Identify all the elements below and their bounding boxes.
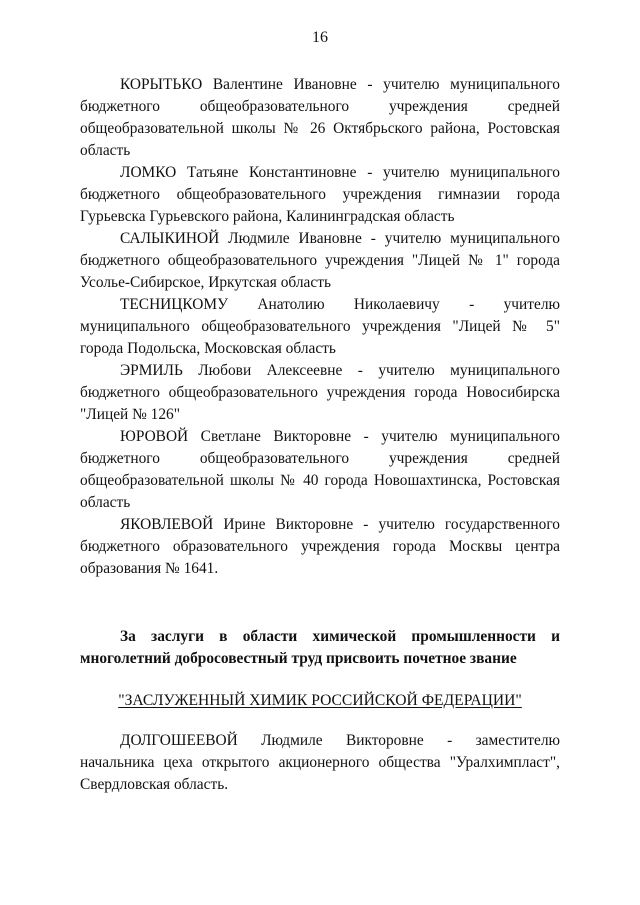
honorary-title: "ЗАСЛУЖЕННЫЙ ХИМИК РОССИЙСКОЙ ФЕДЕРАЦИИ" <box>118 692 522 709</box>
award-entry-korytko: КОРЫТЬКО Валентине Ивановне - учителю муниципального бюджетного общеобразовательного учреждения средней общеобразовательной школы № 26 Октябрьского района, Ростовская область <box>80 76 560 159</box>
award-entry-yakovleva: ЯКОВЛЕВОЙ Ирине Викторовне - учителю государственного бюджетного образовательного учреждения города Москвы центра образования № 1641. <box>80 516 560 577</box>
award-entry-dolgosheeva: ДОЛГОШЕЕВОЙ Людмиле Викторовне - заместителю начальника цеха открытого акционерного общества "Уралхимпласт", Свердловская область. <box>80 732 560 793</box>
award-entry-lomko: ЛОМКО Татьяне Константиновне - учителю муниципального бюджетного общеобразовательного учреждения гимназии города Гурьевска Гурьевского района, Калининградская область <box>80 164 560 225</box>
page-number: 16 <box>312 29 328 46</box>
award-entry-yurova: ЮРОВОЙ Светлане Викторовне - учителю муниципального бюджетного общеобразовательного учреждения средней общеобразовательной школы № 40 города Новошахтинска, Ростовская область <box>80 428 560 511</box>
after-title-entries <box>80 730 560 796</box>
award-entry-tesnitsky: ТЕСНИЦКОМУ Анатолию Николаевичу - учителю муниципального общеобразовательного учреждения "Лицей № 5" города Подольска, Московская область <box>80 296 560 357</box>
honorary-title-block <box>80 690 560 712</box>
document-body <box>80 74 560 796</box>
award-entry-ermil: ЭРМИЛЬ Любови Алексеевне - учителю муниципального бюджетного общеобразовательного учреждения города Новосибирска "Лицей № 126" <box>80 362 560 423</box>
award-entry-salykina: САЛЫКИНОЙ Людмиле Ивановне - учителю муниципального бюджетного общеобразовательного учреждения "Лицей № 1" города Усолье-Сибирское, Иркутская область <box>80 230 560 291</box>
decree-paragraph: За заслуги в области химической промышленности и многолетний добросовестный труд присвоить почетное звание <box>80 628 560 667</box>
